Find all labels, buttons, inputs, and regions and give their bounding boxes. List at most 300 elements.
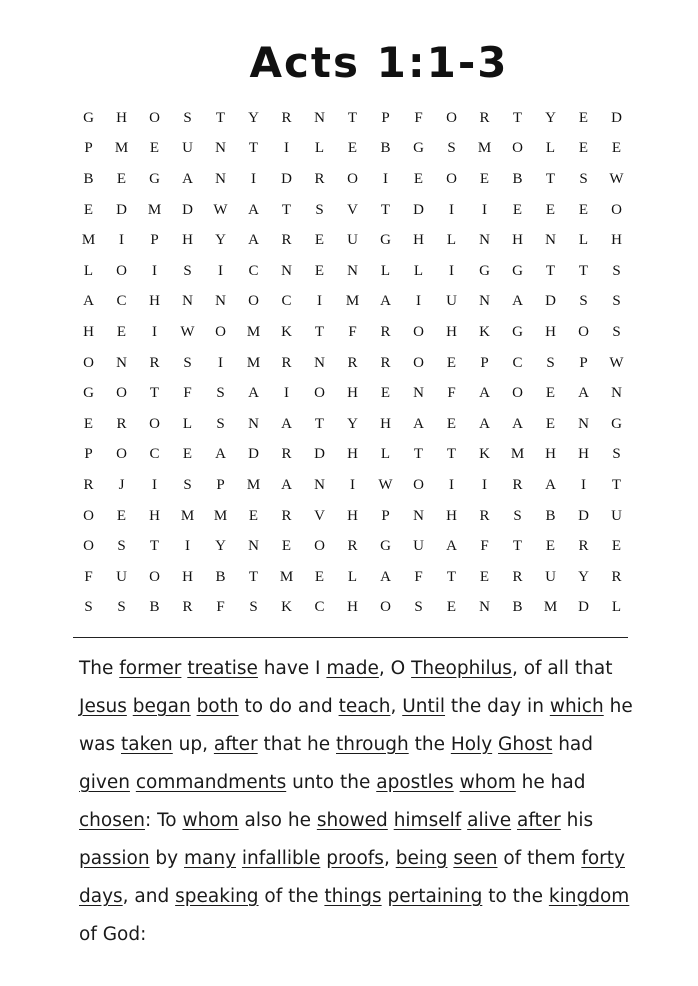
grid-letter[interactable]: L [413, 262, 424, 279]
grid-letter[interactable]: O [314, 385, 325, 402]
grid-letter[interactable]: S [513, 507, 522, 524]
grid-letter[interactable]: Y [347, 415, 358, 432]
grid-letter[interactable]: H [380, 415, 391, 432]
grid-letter[interactable]: A [215, 446, 226, 463]
grid-letter[interactable]: B [545, 507, 556, 524]
grid-letter[interactable]: A [83, 293, 94, 310]
grid-letter[interactable]: H [347, 599, 358, 616]
grid-letter[interactable]: R [314, 170, 325, 187]
grid-letter[interactable]: H [149, 293, 160, 310]
grid-letter[interactable]: R [347, 538, 358, 555]
grid-letter[interactable]: G [149, 170, 160, 187]
grid-letter[interactable]: H [149, 507, 160, 524]
hidden-word: Holy [450, 734, 493, 755]
grid-letter[interactable]: T [446, 568, 457, 585]
grid-letter[interactable]: O [149, 568, 160, 585]
grid-letter[interactable]: I [581, 476, 586, 493]
grid-letter[interactable]: W [609, 170, 624, 187]
grid-letter[interactable]: U [611, 507, 622, 524]
grid-letter[interactable]: E [611, 538, 622, 555]
grid-letter[interactable]: M [147, 201, 162, 218]
grid-letter[interactable]: O [446, 109, 457, 126]
grid-letter[interactable]: I [251, 170, 256, 187]
grid-letter[interactable]: C [149, 446, 160, 463]
grid-letter[interactable]: I [449, 201, 454, 218]
grid-letter[interactable]: T [545, 170, 556, 187]
grid-letter[interactable]: N [578, 415, 589, 432]
grid-letter[interactable]: R [611, 568, 622, 585]
grid-letter[interactable]: K [479, 323, 490, 340]
grid-letter[interactable]: K [479, 446, 490, 463]
grid-letter[interactable]: T [314, 415, 325, 432]
grid-letter[interactable]: T [545, 262, 556, 279]
grid-letter[interactable]: M [246, 476, 261, 493]
grid-letter[interactable]: N [281, 262, 292, 279]
grid-letter[interactable]: T [248, 140, 259, 157]
grid-letter[interactable]: O [215, 323, 226, 340]
grid-letter[interactable]: T [611, 476, 622, 493]
grid-letter[interactable]: B [149, 599, 160, 616]
grid-letter[interactable]: T [446, 446, 457, 463]
grid-letter[interactable]: G [512, 262, 523, 279]
grid-letter[interactable]: A [578, 385, 589, 402]
grid-letter[interactable]: S [612, 323, 621, 340]
grid-letter[interactable]: Y [215, 232, 226, 249]
grid-letter[interactable]: L [182, 415, 193, 432]
grid-letter[interactable]: F [414, 568, 423, 585]
grid-letter[interactable]: D [611, 109, 622, 126]
grid-letter[interactable]: L [578, 232, 589, 249]
grid-letter[interactable]: E [116, 170, 127, 187]
grid-letter[interactable]: R [380, 323, 391, 340]
grid-letter[interactable]: H [116, 109, 127, 126]
grid-letter[interactable]: N [413, 507, 424, 524]
grid-letter[interactable]: G [413, 140, 424, 157]
grid-letter[interactable]: L [83, 262, 94, 279]
grid-letter[interactable]: A [380, 293, 391, 310]
grid-letter[interactable]: A [479, 385, 490, 402]
grid-letter[interactable]: H [83, 323, 94, 340]
grid-letter[interactable]: F [480, 538, 489, 555]
grid-letter[interactable]: I [152, 262, 157, 279]
grid-letter[interactable]: H [578, 446, 589, 463]
grid-letter[interactable]: S [579, 293, 588, 310]
grid-letter[interactable]: N [314, 476, 325, 493]
grid-letter[interactable]: S [84, 599, 93, 616]
grid-letter[interactable]: C [314, 599, 325, 616]
grid-letter[interactable]: H [182, 232, 193, 249]
grid-letter[interactable]: O [512, 385, 523, 402]
grid-letter[interactable]: M [279, 568, 294, 585]
grid-letter[interactable]: E [116, 507, 127, 524]
grid-letter[interactable]: C [281, 293, 292, 310]
grid-letter[interactable]: T [578, 262, 589, 279]
grid-letter[interactable]: M [510, 446, 525, 463]
grid-letter[interactable]: H [347, 385, 358, 402]
grid-letter[interactable]: R [281, 109, 292, 126]
grid-letter[interactable]: P [381, 109, 390, 126]
grid-letter[interactable]: E [314, 262, 325, 279]
grid-letter[interactable]: M [213, 507, 228, 524]
grid-letter[interactable]: R [281, 507, 292, 524]
grid-letter[interactable]: O [347, 170, 358, 187]
grid-letter[interactable]: F [447, 385, 456, 402]
grid-letter[interactable]: E [578, 201, 589, 218]
grid-letter[interactable]: Y [578, 568, 589, 585]
grid-letter[interactable]: M [345, 293, 360, 310]
grid-letter[interactable]: T [512, 538, 523, 555]
passage-text: to do and [238, 696, 339, 717]
grid-letter[interactable]: U [116, 568, 127, 585]
grid-letter[interactable]: L [380, 446, 391, 463]
grid-letter[interactable]: M [543, 599, 558, 616]
grid-letter[interactable]: F [183, 385, 192, 402]
grid-letter[interactable]: E [281, 538, 292, 555]
grid-letter[interactable]: O [314, 538, 325, 555]
grid-letter[interactable]: S [117, 538, 126, 555]
grid-letter[interactable]: I [152, 323, 157, 340]
grid-letter[interactable]: S [216, 385, 225, 402]
grid-letter[interactable]: N [215, 293, 226, 310]
grid-letter[interactable]: L [446, 232, 457, 249]
grid-letter[interactable]: W [180, 323, 195, 340]
grid-letter[interactable]: M [114, 140, 129, 157]
grid-letter[interactable]: O [149, 109, 160, 126]
grid-letter[interactable]: P [216, 476, 225, 493]
grid-letter[interactable]: R [347, 354, 358, 371]
grid-letter[interactable]: B [215, 568, 226, 585]
grid-letter[interactable]: R [182, 599, 193, 616]
grid-letter[interactable]: G [380, 538, 391, 555]
grid-letter[interactable]: M [180, 507, 195, 524]
grid-letter[interactable]: S [612, 262, 621, 279]
grid-letter[interactable]: T [215, 109, 226, 126]
grid-letter[interactable]: C [248, 262, 259, 279]
grid-letter[interactable]: R [83, 476, 94, 493]
grid-letter[interactable]: T [149, 538, 160, 555]
grid-letter[interactable]: E [413, 170, 424, 187]
grid-letter[interactable]: W [609, 354, 624, 371]
grid-letter[interactable]: T [281, 201, 292, 218]
grid-letter[interactable]: G [380, 232, 391, 249]
grid-letter[interactable]: M [81, 232, 96, 249]
grid-letter[interactable]: O [512, 140, 523, 157]
grid-letter[interactable]: D [578, 599, 589, 616]
grid-letter[interactable]: N [314, 354, 325, 371]
grid-letter[interactable]: L [545, 140, 556, 157]
passage-text: had [552, 734, 594, 755]
grid-letter[interactable]: H [512, 232, 523, 249]
grid-letter[interactable]: G [611, 415, 622, 432]
grid-letter[interactable]: R [380, 354, 391, 371]
grid-letter[interactable]: L [347, 568, 358, 585]
grid-letter[interactable]: N [413, 385, 424, 402]
grid-letter[interactable]: D [413, 201, 424, 218]
grid-letter[interactable]: V [314, 507, 325, 524]
grid-letter[interactable]: T [248, 568, 259, 585]
grid-letter[interactable]: A [248, 232, 259, 249]
grid-letter[interactable]: D [578, 507, 589, 524]
grid-letter[interactable]: R [512, 568, 523, 585]
grid-letter[interactable]: E [446, 599, 457, 616]
grid-letter[interactable]: R [281, 446, 292, 463]
grid-letter[interactable]: O [83, 354, 94, 371]
grid-letter[interactable]: N [314, 109, 325, 126]
grid-letter[interactable]: M [477, 140, 492, 157]
grid-letter[interactable]: A [479, 415, 490, 432]
grid-letter[interactable]: H [611, 232, 622, 249]
grid-letter[interactable]: S [117, 599, 126, 616]
grid-letter[interactable]: R [149, 354, 160, 371]
grid-letter[interactable]: H [545, 446, 556, 463]
grid-letter[interactable]: E [182, 446, 193, 463]
grid-letter[interactable]: U [413, 538, 424, 555]
grid-letter[interactable]: O [116, 262, 127, 279]
grid-letter[interactable]: W [378, 476, 393, 493]
grid-letter[interactable]: I [416, 293, 421, 310]
grid-letter[interactable]: I [119, 232, 124, 249]
grid-letter[interactable]: N [545, 232, 556, 249]
grid-letter[interactable]: G [479, 262, 490, 279]
grid-letter[interactable]: S [183, 354, 192, 371]
passage-text: , of all that [511, 658, 613, 679]
grid-letter[interactable]: S [579, 170, 588, 187]
grid-letter[interactable]: H [347, 507, 358, 524]
grid-letter[interactable]: B [512, 170, 523, 187]
grid-letter[interactable]: A [512, 415, 523, 432]
grid-letter[interactable]: L [611, 599, 622, 616]
grid-letter[interactable]: E [314, 232, 325, 249]
grid-letter[interactable]: H [182, 568, 193, 585]
hidden-word: infallible [241, 848, 321, 869]
grid-letter[interactable]: B [380, 140, 391, 157]
grid-letter[interactable]: E [347, 140, 358, 157]
hidden-word: speaking [175, 886, 259, 907]
grid-letter[interactable]: O [413, 323, 424, 340]
grid-letter[interactable]: D [281, 170, 292, 187]
grid-letter[interactable]: D [545, 293, 556, 310]
grid-letter[interactable]: N [248, 415, 259, 432]
grid-letter[interactable]: A [281, 415, 292, 432]
grid-letter[interactable]: K [281, 599, 292, 616]
grid-letter[interactable]: E [446, 415, 457, 432]
grid-letter[interactable]: E [578, 109, 589, 126]
grid-letter[interactable]: A [281, 476, 292, 493]
grid-letter[interactable]: N [215, 170, 226, 187]
grid-letter[interactable]: H [347, 446, 358, 463]
grid-letter[interactable]: G [83, 385, 94, 402]
grid-letter[interactable]: I [152, 476, 157, 493]
grid-letter[interactable]: S [216, 415, 225, 432]
grid-letter[interactable]: D [182, 201, 193, 218]
grid-letter[interactable]: S [315, 201, 324, 218]
grid-letter[interactable]: O [413, 354, 424, 371]
grid-letter[interactable]: P [84, 446, 93, 463]
grid-letter[interactable]: E [380, 385, 391, 402]
grid-letter[interactable]: A [248, 385, 259, 402]
grid-letter[interactable]: R [578, 538, 589, 555]
grid-letter[interactable]: I [482, 476, 487, 493]
grid-letter[interactable]: O [413, 476, 424, 493]
grid-letter[interactable]: N [248, 538, 259, 555]
grid-letter[interactable]: E [83, 201, 94, 218]
grid-letter[interactable]: N [479, 232, 490, 249]
grid-letter[interactable]: T [347, 109, 358, 126]
grid-letter[interactable]: W [213, 201, 228, 218]
grid-letter[interactable]: S [183, 262, 192, 279]
grid-letter[interactable]: O [578, 323, 589, 340]
grid-letter[interactable]: I [383, 170, 388, 187]
grid-letter[interactable]: O [83, 538, 94, 555]
grid-letter[interactable]: I [218, 354, 223, 371]
grid-letter[interactable]: E [611, 140, 622, 157]
grid-letter[interactable]: C [512, 354, 523, 371]
grid-letter[interactable]: S [612, 293, 621, 310]
grid-letter[interactable]: E [545, 538, 556, 555]
grid-letter[interactable]: L [314, 140, 325, 157]
grid-letter[interactable]: I [218, 262, 223, 279]
grid-letter[interactable]: O [116, 385, 127, 402]
grid-letter[interactable]: N [611, 385, 622, 402]
grid-letter[interactable]: E [512, 201, 523, 218]
grid-letter[interactable]: A [182, 170, 193, 187]
grid-letter[interactable]: S [447, 140, 456, 157]
grid-letter[interactable]: P [480, 354, 489, 371]
hidden-word: showed [316, 810, 388, 831]
grid-letter[interactable]: H [446, 507, 457, 524]
grid-letter[interactable]: A [380, 568, 391, 585]
grid-letter[interactable]: N [182, 293, 193, 310]
word-search-grid [72, 103, 633, 623]
grid-letter[interactable]: O [83, 507, 94, 524]
grid-letter[interactable]: B [512, 599, 523, 616]
grid-letter[interactable]: G [83, 109, 94, 126]
grid-letter[interactable]: U [182, 140, 193, 157]
grid-letter[interactable]: G [512, 323, 523, 340]
grid-letter[interactable]: I [317, 293, 322, 310]
grid-letter[interactable]: O [380, 599, 391, 616]
grid-letter[interactable]: F [216, 599, 225, 616]
grid-letter[interactable]: E [116, 323, 127, 340]
grid-letter[interactable]: A [446, 538, 457, 555]
grid-letter[interactable]: F [414, 109, 423, 126]
grid-letter[interactable]: Y [545, 109, 556, 126]
grid-letter[interactable]: O [116, 446, 127, 463]
grid-letter[interactable]: P [579, 354, 588, 371]
grid-letter[interactable]: B [83, 170, 94, 187]
grid-letter[interactable]: T [314, 323, 325, 340]
grid-letter[interactable]: R [116, 415, 127, 432]
hidden-word: treatise [187, 658, 258, 679]
grid-letter[interactable]: I [449, 476, 454, 493]
grid-letter[interactable]: E [446, 354, 457, 371]
grid-letter[interactable]: N [347, 262, 358, 279]
grid-letter[interactable]: O [149, 415, 160, 432]
passage-text: , and [122, 886, 176, 907]
grid-letter[interactable]: S [546, 354, 555, 371]
grid-letter[interactable]: M [246, 354, 261, 371]
grid-letter[interactable]: E [545, 201, 556, 218]
grid-letter[interactable]: L [380, 262, 391, 279]
grid-letter[interactable]: R [479, 109, 490, 126]
grid-letter[interactable]: T [380, 201, 391, 218]
grid-letter[interactable]: Y [215, 538, 226, 555]
grid-letter[interactable]: D [314, 446, 325, 463]
grid-letter[interactable]: O [611, 201, 622, 218]
grid-letter[interactable]: E [479, 568, 490, 585]
grid-letter[interactable]: H [545, 323, 556, 340]
grid-letter[interactable]: R [281, 232, 292, 249]
grid-letter[interactable]: D [116, 201, 127, 218]
grid-letter[interactable]: S [612, 446, 621, 463]
grid-letter[interactable]: P [84, 140, 93, 157]
grid-letter[interactable]: E [83, 415, 94, 432]
grid-letter[interactable]: R [512, 476, 523, 493]
grid-letter[interactable]: I [284, 385, 289, 402]
grid-letter[interactable]: E [248, 507, 259, 524]
grid-letter[interactable]: C [116, 293, 127, 310]
grid-letter[interactable]: P [381, 507, 390, 524]
grid-letter[interactable]: S [414, 599, 423, 616]
grid-letter[interactable]: I [185, 538, 190, 555]
grid-letter[interactable]: F [84, 568, 93, 585]
grid-letter[interactable]: I [482, 201, 487, 218]
grid-letter[interactable]: P [150, 232, 159, 249]
grid-letter[interactable]: I [350, 476, 355, 493]
grid-letter[interactable]: E [314, 568, 325, 585]
grid-letter[interactable]: F [348, 323, 357, 340]
grid-letter[interactable]: E [545, 415, 556, 432]
grid-letter[interactable]: T [512, 109, 523, 126]
grid-letter[interactable]: A [545, 476, 556, 493]
grid-letter[interactable]: N [479, 293, 490, 310]
grid-letter[interactable]: H [413, 232, 424, 249]
grid-letter[interactable]: S [183, 476, 192, 493]
grid-letter[interactable]: N [215, 140, 226, 157]
grid-letter[interactable]: S [249, 599, 258, 616]
grid-letter[interactable]: A [248, 201, 259, 218]
grid-letter[interactable]: S [183, 109, 192, 126]
grid-letter[interactable]: M [246, 323, 261, 340]
grid-letter[interactable]: N [479, 599, 490, 616]
grid-letter[interactable]: T [149, 385, 160, 402]
grid-letter[interactable]: O [446, 170, 457, 187]
hidden-word: passion [79, 848, 150, 869]
grid-letter[interactable]: U [545, 568, 556, 585]
grid-letter[interactable]: E [545, 385, 556, 402]
grid-letter[interactable]: R [281, 354, 292, 371]
grid-letter[interactable]: E [479, 170, 490, 187]
grid-letter[interactable]: I [449, 262, 454, 279]
grid-letter[interactable]: E [578, 140, 589, 157]
grid-letter[interactable]: U [446, 293, 457, 310]
grid-letter[interactable]: J [118, 476, 125, 493]
grid-letter[interactable]: T [413, 446, 424, 463]
grid-letter[interactable]: Y [248, 109, 259, 126]
grid-letter[interactable]: E [149, 140, 160, 157]
grid-letter[interactable]: O [248, 293, 259, 310]
grid-letter[interactable]: D [248, 446, 259, 463]
grid-letter[interactable]: I [284, 140, 289, 157]
grid-letter[interactable]: V [347, 201, 358, 218]
grid-letter[interactable]: R [479, 507, 490, 524]
grid-letter[interactable]: A [512, 293, 523, 310]
grid-letter[interactable]: H [446, 323, 457, 340]
grid-letter[interactable]: K [281, 323, 292, 340]
grid-letter[interactable]: N [116, 354, 127, 371]
grid-letter[interactable]: A [413, 415, 424, 432]
grid-letter[interactable]: U [347, 232, 358, 249]
